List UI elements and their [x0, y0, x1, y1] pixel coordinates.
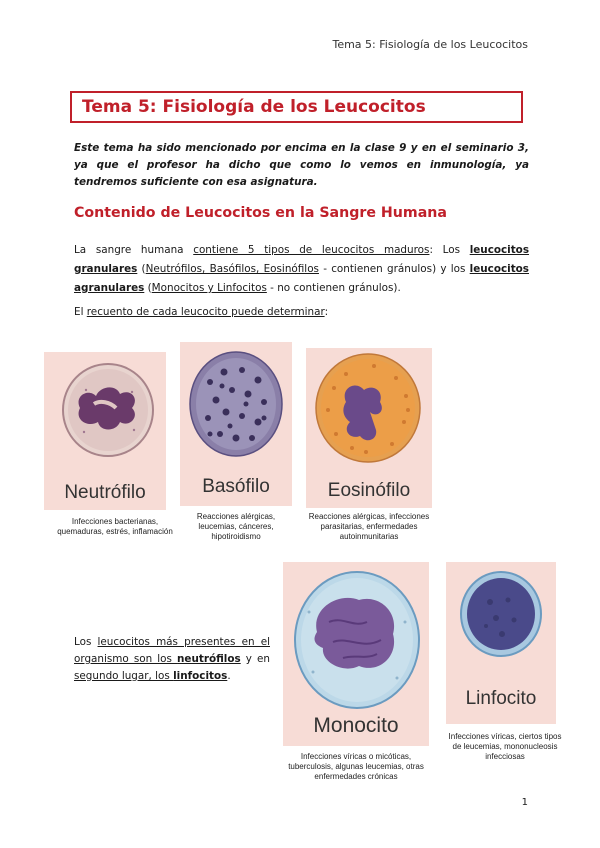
neutrofilo-label: Neutrófilo [64, 482, 146, 503]
eosinofilo-image [306, 348, 432, 508]
text-run: - no contienen gránulos). [266, 282, 401, 294]
section-heading: Contenido de Leucocitos en la Sangre Humana [74, 205, 447, 221]
text-run: - contienen gránulos) y los [318, 263, 470, 275]
text-run: Los [74, 636, 98, 648]
text-run-underlined: recuento de cada leucocito puede determinar [86, 306, 325, 318]
monocito-caption: Infecciones víricas o micóticas, tuberculosis, algunas leucemias, otras enfermedades crónicas [288, 752, 424, 781]
intro-note: Este tema ha sido mencionado por encima en la clase 9 y en el seminario 3, ya que el profesor ha dicho que como lo vemos en inmunología, ya tendremos suficiente con esa asignatura. [74, 142, 529, 188]
text-run: ( [137, 263, 146, 275]
running-header: Tema 5: Fisiología de los Leucocitos [332, 38, 528, 51]
text-run-underlined: segundo lugar, los [74, 670, 174, 682]
text-run-bold: leucocitos agranulares [74, 263, 529, 294]
eosinofilo-caption: Reacciones alérgicas, infecciones parasitarias, enfermedades autoinmunitarias [308, 512, 430, 541]
linfocito-image [446, 562, 556, 724]
text-run-underlined: Monocitos y Linfocitos [151, 282, 267, 294]
eosinofilo-label: Eosinófilo [327, 480, 411, 501]
text-run: ( [144, 282, 152, 294]
paragraph-recount [74, 306, 328, 318]
monocito-label: Monocito [313, 714, 399, 737]
paragraph-most-present [74, 634, 270, 685]
text-run-bold: leucocitos granulares [74, 244, 530, 275]
title-box [70, 91, 523, 123]
text-run: y en [240, 653, 270, 665]
text-run-bold: neutrófilos [177, 653, 241, 665]
text-run: : [324, 306, 329, 318]
neutrofilo-caption: Infecciones bacterianas, quemaduras, estrés, inflamación [57, 517, 173, 536]
page-title: Tema 5: Fisiología de los Leucocitos [82, 97, 426, 117]
text-run-bold: linfocitos [173, 670, 228, 682]
text-run: : Los [429, 244, 470, 256]
basofilo-label: Basófilo [202, 476, 270, 497]
text-run-underlined: leucocitos más presentes en el organismo son los [74, 636, 270, 665]
text-run: La sangre humana [74, 244, 194, 256]
neutrofilo-image [44, 352, 166, 510]
monocito-image [283, 562, 429, 746]
text-run-underlined: Neutrófilos, Basófilos, Eosinófilos [145, 263, 319, 275]
linfocito-caption: Infecciones víricas, ciertos tipos de leucemias, mononucleosis infecciosas [448, 732, 562, 761]
basofilo-caption: Reacciones alérgicas, leucemias, cánceres, hipotiroidismo [196, 512, 276, 541]
text-run-underlined: contiene 5 tipos de leucocitos maduros [193, 244, 430, 256]
basofilo-image [180, 342, 292, 506]
paragraph-leucocyte-types [74, 241, 529, 298]
text-run: El [74, 306, 87, 318]
page-number: 1 [521, 797, 528, 808]
linfocito-label: Linfocito [465, 688, 537, 709]
text-run: . [227, 670, 231, 682]
